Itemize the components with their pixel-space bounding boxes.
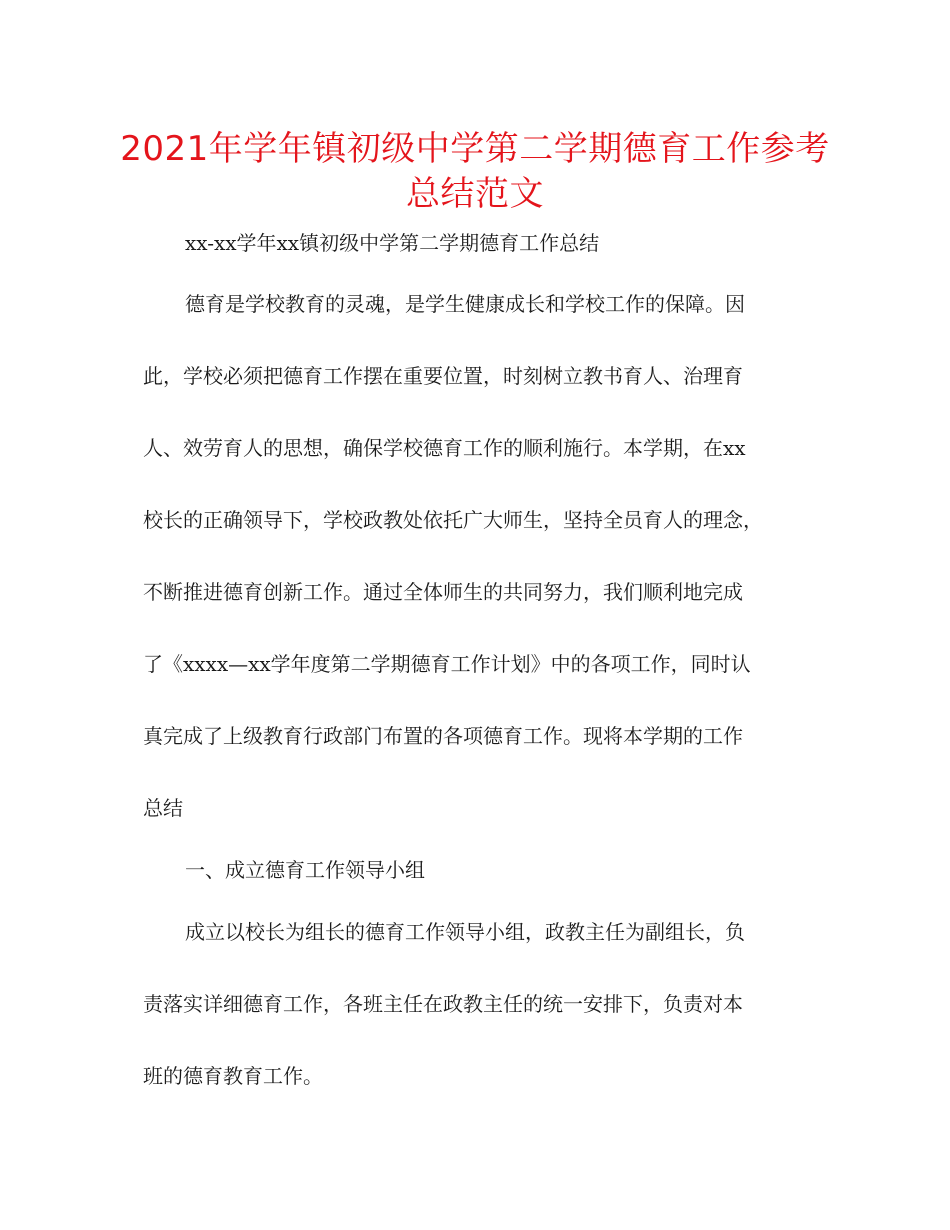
paragraph-line: 成立以校长为组长的德育工作领导小组，政教主任为副组长，负 — [185, 920, 745, 944]
paragraph-line: 人、效劳育人的思想，确保学校德育工作的顺利施行。本学期，在xx — [143, 436, 746, 460]
paragraph-line: 责落实详细德育工作，各班主任在政教主任的统一安排下，负责对本 — [143, 992, 743, 1016]
paragraph-line: 此，学校必须把德育工作摆在重要位置，时刻树立教书育人、治理育 — [143, 364, 743, 388]
document-subtitle: xx-xx学年xx镇初级中学第二学期德育工作总结 — [185, 231, 600, 255]
document-title-line-2: 总结范文 — [406, 174, 544, 214]
paragraph-line: 了《xxxx—xx学年度第二学期德育工作计划》中的各项工作，同时认 — [143, 652, 751, 676]
paragraph-line: 德育是学校教育的灵魂，是学生健康成长和学校工作的保障。因 — [185, 292, 745, 316]
paragraph-line: 不断推进德育创新工作。通过全体师生的共同努力，我们顺利地完成 — [143, 580, 743, 604]
paragraph-line: 班的德育教育工作。 — [143, 1064, 323, 1088]
paragraph-line: 总结 — [143, 796, 183, 820]
section-heading: 一、成立德育工作领导小组 — [185, 858, 425, 882]
paragraph-line: 校长的正确领导下，学校政教处依托广大师生，坚持全员育人的理念， — [143, 508, 763, 532]
document-title-line-1: 2021年学年镇初级中学第二学期德育工作参考 — [120, 129, 830, 169]
paragraph-line: 真完成了上级教育行政部门布置的各项德育工作。现将本学期的工作 — [143, 724, 743, 748]
